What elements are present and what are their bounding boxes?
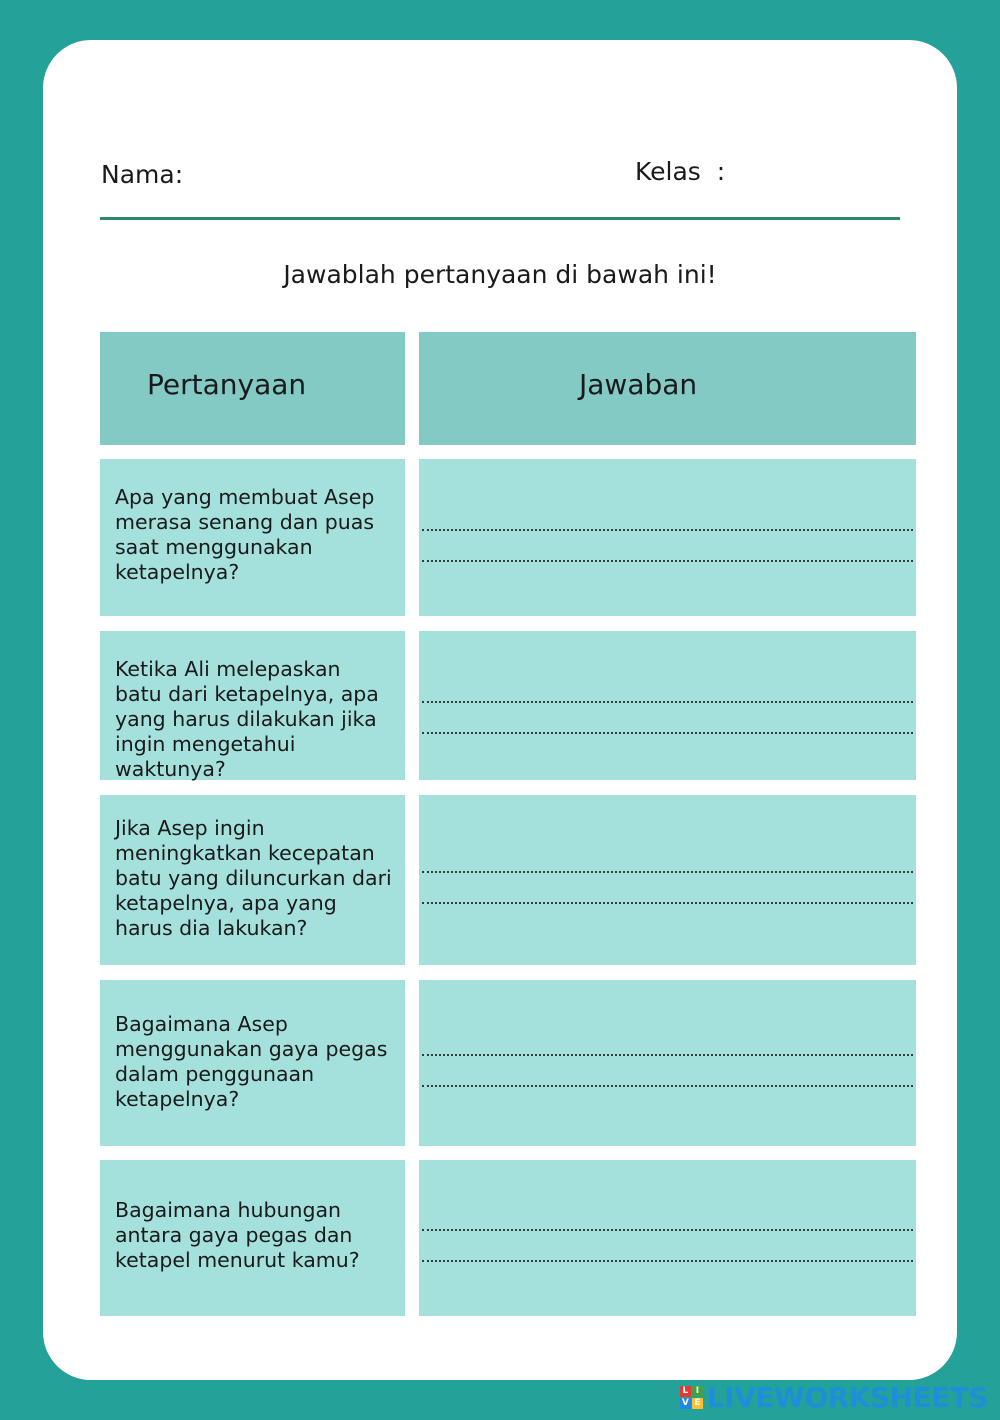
question-text: Jika Asep ingin meningkatkan kecepatan batu yang diluncurkan dari ketapelnya, apa yang harus dia lakukan? xyxy=(115,816,392,940)
answer-line xyxy=(422,1085,913,1087)
answer-line xyxy=(422,1260,913,1262)
answer-line xyxy=(422,1054,913,1056)
answer-field[interactable] xyxy=(419,795,916,965)
instruction-text: Jawablah pertanyaan di bawah ini! xyxy=(283,260,717,289)
liveworksheets-wordmark: LIVEWORKSHEETS xyxy=(706,1380,988,1414)
answer-line xyxy=(422,871,913,873)
worksheet-card xyxy=(43,40,957,1380)
question-text: Ketika Ali melepaskan batu dari ketapelnya, apa yang harus dilakukan jika ingin mengetahui waktunya? xyxy=(115,657,379,781)
answer-line xyxy=(422,529,913,531)
answer-line xyxy=(422,732,913,734)
liveworksheets-logo-icon: L I V E xyxy=(680,1386,703,1409)
question-header-cell xyxy=(100,332,405,445)
answer-field[interactable] xyxy=(419,1160,916,1316)
answer-line xyxy=(422,902,913,904)
answer-field[interactable] xyxy=(419,631,916,780)
answer-header-cell xyxy=(419,332,916,445)
answer-line xyxy=(422,701,913,703)
question-cell xyxy=(100,980,405,1146)
question-text: Bagaimana Asep menggunakan gaya pegas dalam penggunaan ketapelnya? xyxy=(115,1012,388,1111)
answer-header: Jawaban xyxy=(579,368,698,401)
question-cell xyxy=(100,795,405,965)
liveworksheets-logo xyxy=(680,1380,988,1414)
name-label: Nama: xyxy=(101,160,184,189)
header-divider xyxy=(100,217,900,220)
class-label: Kelas : xyxy=(635,157,726,186)
question-header: Pertanyaan xyxy=(147,368,307,401)
question-text: Bagaimana hubungan antara gaya pegas dan ketapel menurut kamu? xyxy=(115,1198,360,1272)
question-text: Apa yang membuat Asep merasa senang dan puas saat menggunakan ketapelnya? xyxy=(115,485,375,584)
question-cell xyxy=(100,1160,405,1316)
answer-line xyxy=(422,1229,913,1231)
answer-field[interactable] xyxy=(419,980,916,1146)
question-cell xyxy=(100,459,405,616)
answer-line xyxy=(422,560,913,562)
answer-field[interactable] xyxy=(419,459,916,616)
question-cell xyxy=(100,631,405,780)
